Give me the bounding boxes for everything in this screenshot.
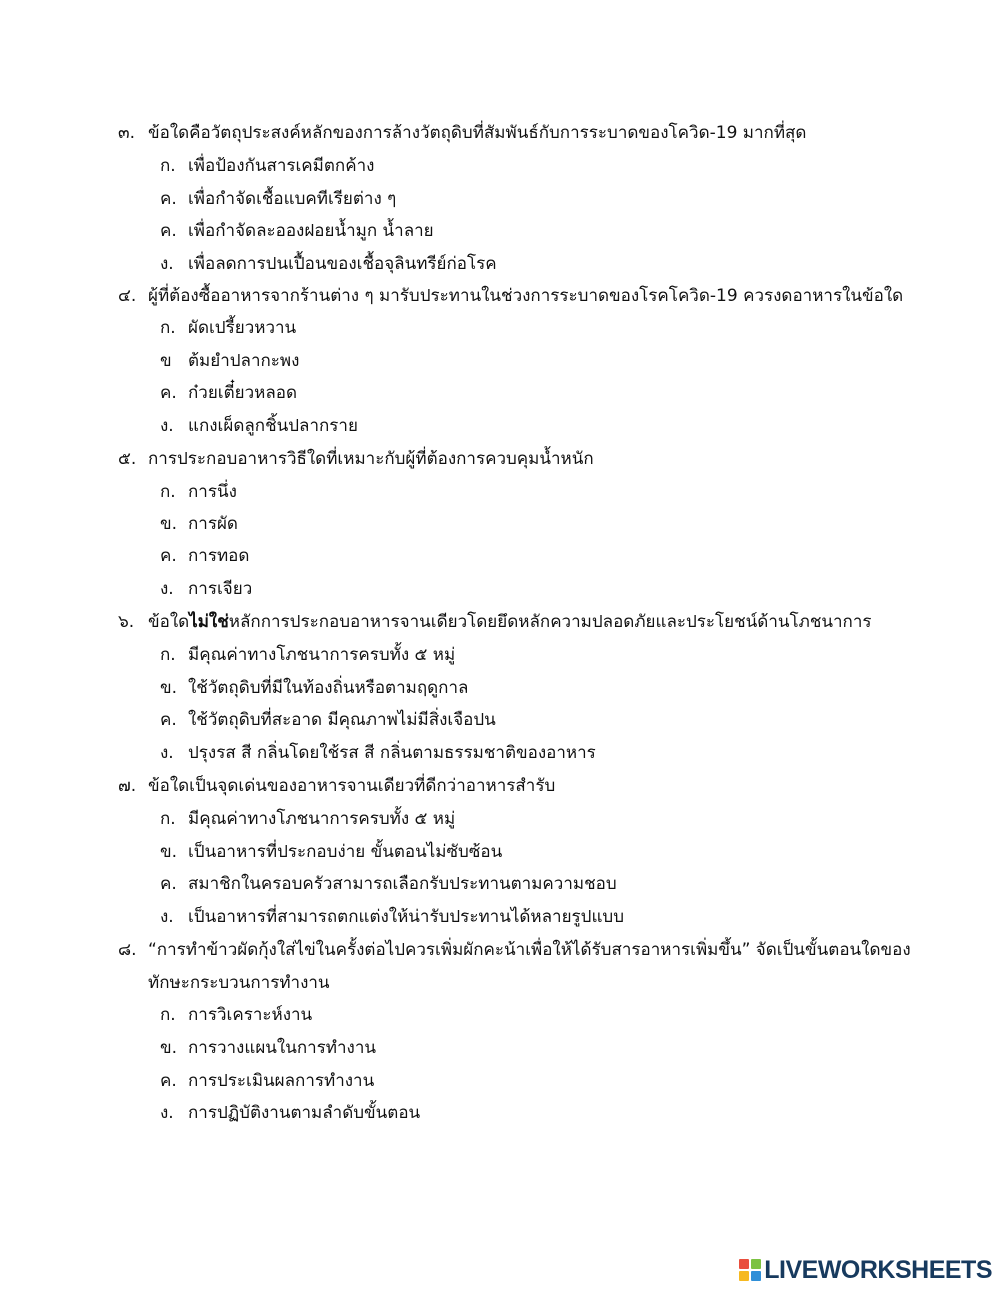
option-item[interactable]	[160, 1102, 420, 1124]
option-item[interactable]	[160, 1037, 376, 1059]
option-text: ใช้วัตถุดิบที่สะอาด มีคุณภาพไม่มีสิ่งเจือปน	[188, 710, 496, 730]
option-text: การวิเคราะห์งาน	[188, 1005, 313, 1025]
question-text: การประกอบอาหารวิธีใดที่เหมาะกับผู้ที่ต้องการควบคุมน้ำหนัก	[148, 449, 594, 469]
option-letter: ก.	[160, 1005, 176, 1025]
option-text: เพื่อกำจัดละอองฝอยน้ำมูก น้ำลาย	[188, 221, 434, 241]
option-text: ผัดเปรี้ยวหวาน	[188, 318, 297, 338]
option-text: การผัด	[188, 514, 238, 534]
option-letter: ค.	[160, 874, 177, 894]
option-letter: ง.	[160, 907, 174, 927]
option-item[interactable]	[160, 873, 617, 895]
option-letter: ค.	[160, 221, 177, 241]
option-text: มีคุณค่าทางโภชนาการครบทั้ง ๕ หมู่	[188, 645, 456, 665]
question-number: ๗.	[118, 776, 137, 796]
option-item[interactable]	[160, 155, 374, 177]
question-number: ๕.	[118, 449, 137, 469]
option-text: การทอด	[188, 546, 250, 566]
question-8	[118, 939, 911, 961]
option-text: ใช้วัตถุดิบที่มีในท้องถิ่นหรือตามฤดูกาล	[188, 678, 469, 698]
option-text: แกงเผ็ดลูกชิ้นปลากราย	[188, 416, 358, 436]
brand-name: LIVEWORKSHEETS	[764, 1255, 992, 1284]
option-letter: ค.	[160, 1071, 177, 1091]
option-text: ต้มยำปลากะพง	[188, 351, 300, 371]
question-text: ข้อใดเป็นจุดเด่นของอาหารจานเดียวที่ดีกว่าอาหารสำรับ	[148, 776, 556, 796]
option-letter: ข.	[160, 514, 178, 534]
question-6	[118, 611, 872, 633]
question-number: ๔.	[118, 286, 137, 306]
option-letter: ก.	[160, 645, 176, 665]
option-item[interactable]	[160, 644, 455, 666]
option-letter: ก.	[160, 318, 176, 338]
logo-square-yellow	[739, 1271, 749, 1281]
option-item[interactable]	[160, 677, 468, 699]
option-letter: ง.	[160, 579, 174, 599]
option-text: ปรุงรส สี กลิ่นโดยใช้รส สี กลิ่นตามธรรมชาติของอาหาร	[188, 743, 596, 763]
option-letter: ข	[160, 351, 172, 371]
option-letter: ข.	[160, 678, 178, 698]
option-text: เพื่อกำจัดเชื้อแบคทีเรียต่าง ๆ	[188, 189, 397, 209]
option-text: มีคุณค่าทางโภชนาการครบทั้ง ๕ หมู่	[188, 809, 456, 829]
option-item[interactable]	[160, 545, 249, 567]
option-letter: ง.	[160, 743, 174, 763]
question-5	[118, 448, 594, 470]
option-text: เพื่อป้องกันสารเคมีตกค้าง	[188, 156, 375, 176]
option-letter: ก.	[160, 482, 176, 502]
option-text: การเจียว	[188, 579, 253, 599]
option-letter: ง.	[160, 1103, 174, 1123]
logo-square-green	[751, 1259, 761, 1269]
option-item[interactable]	[160, 1004, 312, 1026]
question-3	[118, 122, 806, 144]
question-text: ผู้ที่ต้องซื้ออาหารจากร้านต่าง ๆ มารับประทานในช่วงการระบาดของโรคโควิด-19 ควรงดอาหารในข้อใด	[148, 286, 904, 306]
question-text-emphasis: ไม่ใช่	[189, 612, 229, 632]
liveworksheets-brand	[739, 1257, 992, 1283]
option-letter: ค.	[160, 189, 177, 209]
question-number: ๖.	[118, 612, 135, 632]
option-text: ก๋วยเตี๋ยวหลอด	[188, 383, 298, 403]
option-item[interactable]	[160, 808, 455, 830]
question-number: ๘.	[118, 940, 137, 960]
question-8-continuation	[148, 972, 330, 994]
option-item[interactable]	[160, 709, 496, 731]
option-letter: ก.	[160, 809, 176, 829]
option-letter: ค.	[160, 546, 177, 566]
option-text: การวางแผนในการทำงาน	[188, 1038, 377, 1058]
option-item[interactable]	[160, 220, 434, 242]
question-text-line2: ทักษะกระบวนการทำงาน	[148, 973, 330, 993]
question-text: ข้อใดคือวัตถุประสงค์หลักของการล้างวัตถุดิบที่สัมพันธ์กับการระบาดของโควิด-19 มากที่สุด	[148, 123, 807, 143]
question-4	[118, 285, 903, 307]
option-item[interactable]	[160, 382, 297, 404]
question-number: ๓.	[118, 123, 136, 143]
option-item[interactable]	[160, 481, 237, 503]
question-text: “การทำข้าวผัดกุ้งใส่ไข่ในครั้งต่อไปควรเพิ่มผักคะน้าเพื่อให้ได้รับสารอาหารเพิ่มขึ้น” จัดเป็นขั้นตอนใดของ	[148, 940, 911, 960]
question-text-suffix: หลักการประกอบอาหารจานเดียวโดยยึดหลักความปลอดภัยและประโยชน์ด้านโภชนาการ	[228, 612, 872, 632]
logo-square-red	[739, 1259, 749, 1269]
liveworksheets-logo-icon	[739, 1259, 761, 1281]
option-item[interactable]	[160, 188, 396, 210]
option-item[interactable]	[160, 1070, 374, 1092]
option-text: เป็นอาหารที่ประกอบง่าย ขั้นตอนไม่ซับซ้อน	[188, 842, 503, 862]
option-letter: ข.	[160, 842, 178, 862]
option-item[interactable]	[160, 578, 252, 600]
option-text: การประเมินผลการทำงาน	[188, 1071, 375, 1091]
option-item[interactable]	[160, 350, 299, 372]
option-text: การปฏิบัติงานตามลำดับขั้นตอน	[188, 1103, 421, 1123]
option-item[interactable]	[160, 513, 238, 535]
option-item[interactable]	[160, 906, 624, 928]
option-letter: ข.	[160, 1038, 178, 1058]
option-text: การนึ่ง	[188, 482, 237, 502]
option-letter: ค.	[160, 710, 177, 730]
question-text-prefix: ข้อใด	[148, 612, 190, 632]
option-item[interactable]	[160, 253, 497, 275]
option-letter: ง.	[160, 254, 174, 274]
logo-square-blue	[751, 1271, 761, 1281]
option-item[interactable]	[160, 317, 296, 339]
option-item[interactable]	[160, 841, 502, 863]
option-text: สมาชิกในครอบครัวสามารถเลือกรับประทานตามความชอบ	[188, 874, 617, 894]
option-letter: ก.	[160, 156, 176, 176]
option-item[interactable]	[160, 415, 358, 437]
option-text: เพื่อลดการปนเปื้อนของเชื้อจุลินทรีย์ก่อโรค	[188, 254, 497, 274]
option-item[interactable]	[160, 742, 596, 764]
option-letter: ง.	[160, 416, 174, 436]
option-letter: ค.	[160, 383, 177, 403]
question-7	[118, 775, 555, 797]
option-text: เป็นอาหารที่สามารถตกแต่งให้น่ารับประทานได้หลายรูปแบบ	[188, 907, 624, 927]
